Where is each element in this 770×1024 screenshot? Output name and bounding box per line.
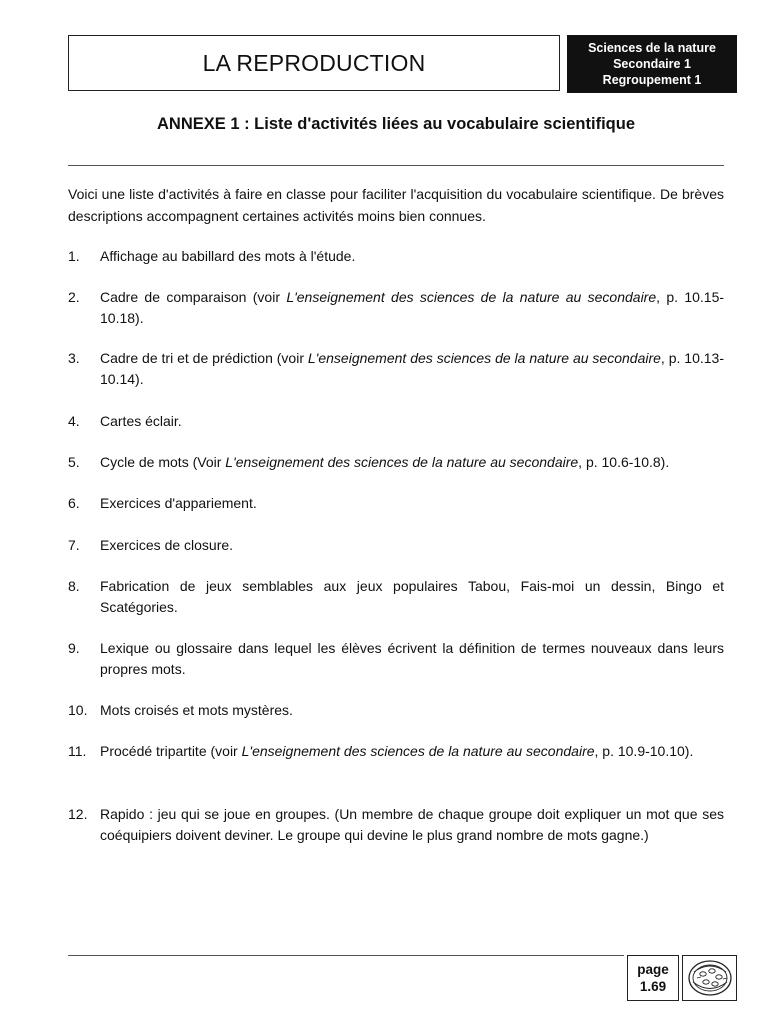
list-item: [68, 411, 724, 432]
item-text: Lexique ou glossaire dans lequel les élèves écrivent la définition de termes nouveaux dans leurs propres mots.: [100, 640, 724, 677]
list-item: [68, 535, 724, 556]
list-item: [68, 246, 724, 267]
list-item: [68, 287, 724, 329]
course-badge: [567, 35, 737, 93]
footer-divider: [68, 955, 624, 956]
item-text: Cartes éclair.: [100, 413, 182, 429]
item-number: 6.: [68, 495, 80, 511]
list-item: [68, 576, 724, 618]
list-item: [68, 493, 724, 514]
page-label: page: [637, 962, 669, 977]
item-text: Procédé tripartite (voir L'enseignement des sciences de la nature au secondaire, p. 10.9-10.10).: [100, 743, 694, 759]
item-number: 5.: [68, 454, 80, 470]
item-text: Fabrication de jeux semblables aux jeux populaires Tabou, Fais-moi un dessin, Bingo et Scatégories.: [100, 578, 724, 615]
item-text: Affichage au babillard des mots à l'étude.: [100, 248, 356, 264]
seed-pod-logo-icon: [685, 957, 735, 999]
list-item: [68, 700, 724, 721]
item-number: 1.: [68, 248, 80, 264]
item-number: 8.: [68, 578, 80, 594]
item-text: Cadre de tri et de prédiction (voir L'enseignement des sciences de la nature au secondaire, p. 10.13-10.14).: [100, 350, 724, 387]
list-item: [68, 348, 724, 390]
item-text: Exercices de closure.: [100, 537, 234, 553]
badge-subject: Sciences de la nature: [588, 41, 716, 55]
badge-cluster: Regroupement 1: [602, 73, 702, 87]
header-divider: [68, 165, 724, 166]
list-item: [68, 452, 724, 473]
intro-paragraph: Voici une liste d'activités à faire en classe pour faciliter l'acquisition du vocabulaire scientifique. De brèves descriptions accompagnent certaines activités moins bien connues.: [68, 186, 724, 224]
item-text: Rapido : jeu qui se joue en groupes. (Un membre de chaque groupe doit expliquer un mot que ses coéquipiers doivent deviner. Le groupe qui devine le plus grand nombre de mots gagne.): [100, 806, 724, 843]
item-number: 10.: [68, 702, 88, 718]
item-text: Exercices d'appariement.: [100, 495, 257, 511]
item-number: 11.: [68, 743, 87, 759]
item-number: 3.: [68, 350, 80, 366]
item-number: 12.: [68, 806, 88, 822]
item-number: 7.: [68, 537, 80, 553]
list-item: [68, 741, 724, 762]
annex-title: ANNEXE 1 : Liste d'activités liées au vocabulaire scientifique: [156, 115, 635, 133]
badge-level: Secondaire 1: [613, 57, 691, 71]
page-number-box: [627, 955, 679, 1001]
page-number: 1.69: [639, 979, 667, 994]
item-number: 2.: [68, 289, 80, 305]
list-item: [68, 638, 724, 680]
item-text: Mots croisés et mots mystères.: [100, 702, 293, 718]
footer-logo: [682, 955, 737, 1001]
document-title: LA REPRODUCTION: [68, 35, 560, 91]
item-number: 4.: [68, 413, 80, 429]
item-text: Cycle de mots (Voir L'enseignement des sciences de la nature au secondaire, p. 10.6-10.8).: [100, 454, 670, 470]
list-item: [68, 804, 724, 846]
item-text: Cadre de comparaison (voir L'enseignement des sciences de la nature au secondaire, p. 10.15-10.18).: [100, 289, 725, 326]
item-number: 9.: [68, 640, 80, 656]
